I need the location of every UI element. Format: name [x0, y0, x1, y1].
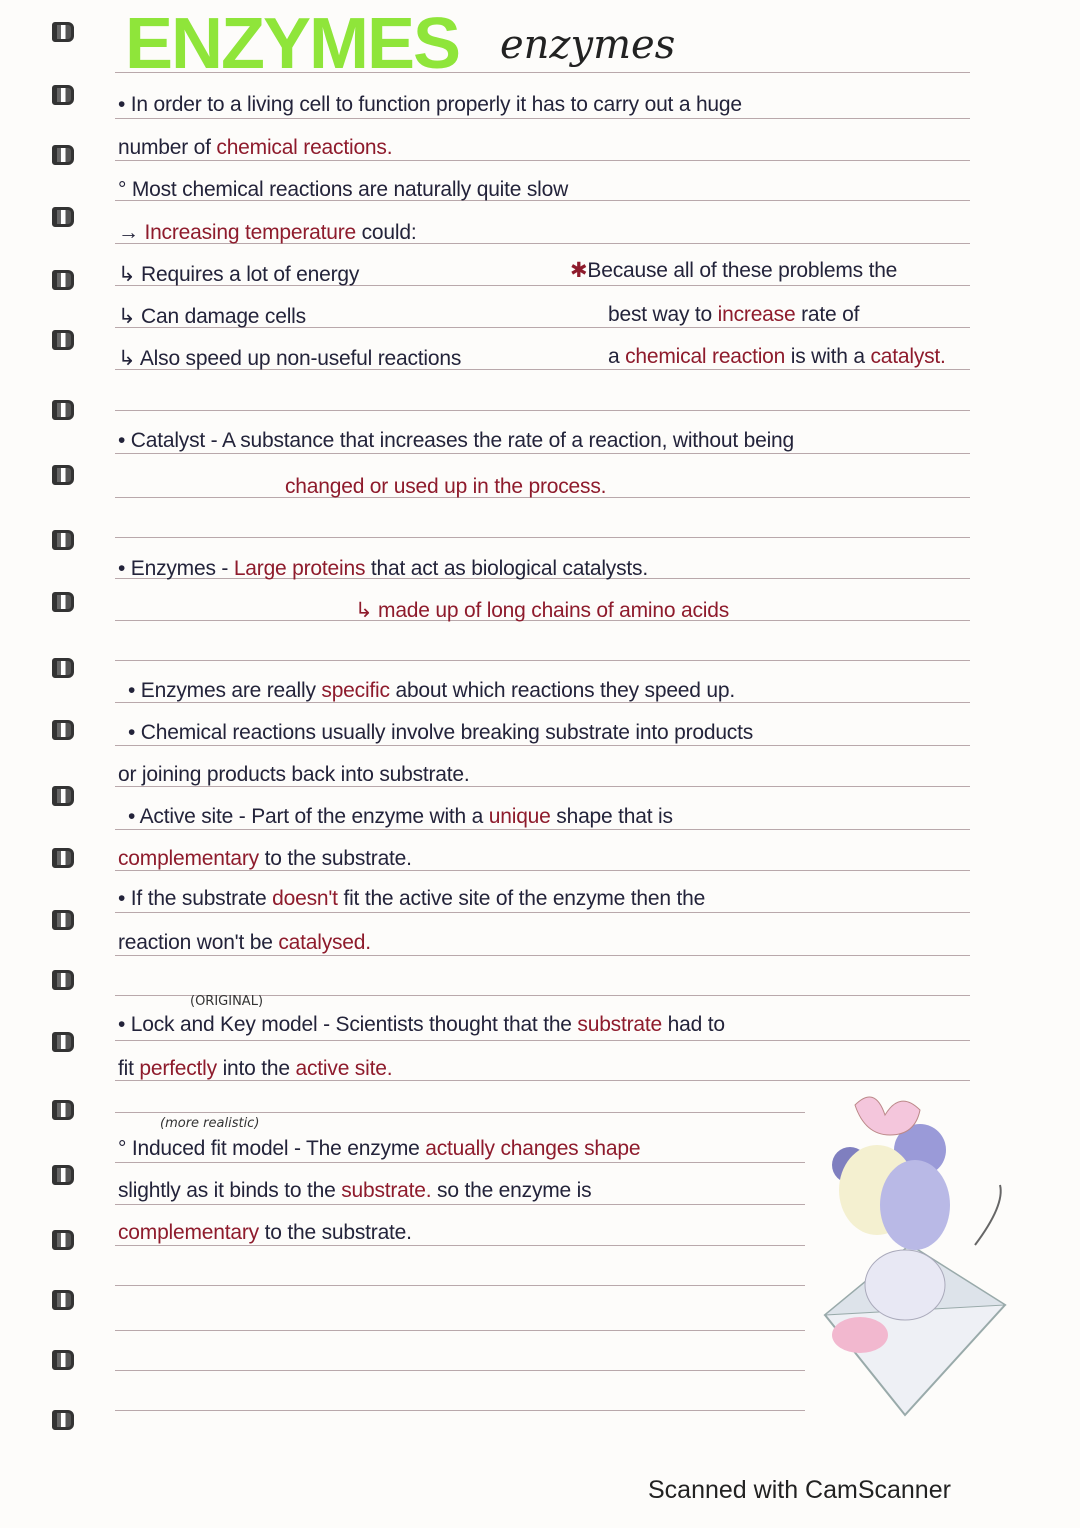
binder-ring-icon — [52, 465, 74, 485]
note-text: had to — [662, 1013, 725, 1036]
highlighted-term: complementary — [118, 847, 259, 870]
ruled-line — [115, 660, 970, 661]
highlighted-term: ↳ made up of long chains of amino acids — [355, 599, 730, 622]
highlighted-term: ✱ — [570, 259, 588, 282]
annotation-more-realistic: (more realistic) — [160, 1116, 260, 1131]
note-text: reaction won't be — [118, 931, 279, 954]
note-line — [118, 92, 742, 118]
scanner-watermark: Scanned with CamScanner — [648, 1476, 951, 1504]
note-text: ° Most chemical reactions are naturally quite slow — [118, 178, 569, 201]
binder-ring-icon — [52, 1350, 74, 1370]
note-text: • Active site - Part of the enzyme with a — [128, 805, 489, 828]
highlighted-term: increase — [717, 303, 796, 326]
note-text: • Enzymes - — [118, 557, 234, 580]
note-text: so the enzyme is — [431, 1179, 592, 1202]
note-text: slightly as it binds to the — [118, 1179, 342, 1202]
note-text: • If the substrate — [118, 887, 273, 910]
note-text: → — [118, 221, 145, 244]
highlighted-term: doesn't — [272, 887, 338, 910]
note-text: rate of — [795, 303, 860, 326]
note-line — [118, 1012, 725, 1038]
note-line — [118, 1220, 412, 1246]
binder-ring-icon — [52, 22, 74, 42]
ruled-line — [115, 1370, 805, 1371]
note-line — [118, 556, 648, 582]
note-text: is with a — [785, 345, 871, 368]
ruled-line — [115, 1330, 805, 1331]
binder-ring-icon — [52, 400, 74, 420]
note-text: or joining products back into substrate. — [118, 763, 470, 786]
highlighted-term: catalysed. — [278, 931, 371, 954]
note-line — [118, 428, 794, 454]
ruled-line — [115, 118, 970, 119]
highlighted-term: active site. — [295, 1057, 393, 1080]
note-line — [118, 1056, 392, 1082]
binder-ring-icon — [52, 910, 74, 930]
note-text: • Enzymes are really — [128, 679, 322, 702]
binder-ring-icon — [52, 530, 74, 550]
ruled-line — [115, 1040, 970, 1041]
note-text: shape that is — [550, 805, 673, 828]
highlighted-term: actually changes shape — [425, 1137, 641, 1160]
binder-ring-icon — [52, 1100, 74, 1120]
highlighted-term: Large proteins — [233, 557, 366, 580]
note-line — [118, 177, 568, 203]
ruled-line — [115, 1410, 805, 1411]
note-text: ↳ Can damage cells — [118, 305, 306, 328]
ruled-line — [115, 912, 970, 913]
ruled-line — [115, 1162, 805, 1163]
ruled-line — [115, 1112, 805, 1113]
binder-ring-icon — [52, 1410, 74, 1430]
annotation-original: (ORIGINAL) — [190, 994, 264, 1009]
title-script: enzymes — [500, 22, 676, 68]
highlighted-term: unique — [488, 805, 551, 828]
title-highlight: ENZYMES — [125, 4, 460, 84]
note-line — [128, 720, 753, 746]
note-text: ↳ Requires a lot of energy — [118, 263, 360, 286]
note-text: ↳ Also speed up non-useful reactions — [118, 347, 462, 370]
highlighted-term: complementary — [118, 1221, 259, 1244]
note-text: • Chemical reactions usually involve breaking substrate into products — [128, 721, 754, 744]
binder-ring-icon — [52, 1165, 74, 1185]
note-line — [608, 302, 859, 328]
note-text: to the substrate. — [258, 847, 412, 870]
note-line — [118, 1178, 591, 1204]
note-line — [118, 304, 306, 330]
binder-ring-icon — [52, 270, 74, 290]
ruled-line — [115, 1204, 805, 1205]
binder-ring-icon — [52, 658, 74, 678]
binder-ring-icon — [52, 1032, 74, 1052]
highlighted-term: specific — [321, 679, 390, 702]
note-text: could: — [356, 221, 417, 244]
note-text: fit — [118, 1057, 140, 1080]
ruled-line — [115, 410, 970, 411]
highlighted-term: substrate. — [341, 1179, 432, 1202]
note-text: ° Induced fit model - The enzyme — [118, 1137, 426, 1160]
note-text: best way to — [608, 303, 718, 326]
note-line — [285, 474, 606, 500]
binder-ring-icon — [52, 1290, 74, 1310]
binder-ring-icon — [52, 207, 74, 227]
note-text: that act as biological catalysts. — [365, 557, 648, 580]
binder-ring-icon — [52, 85, 74, 105]
note-line — [118, 846, 412, 872]
highlighted-term: chemical reactions. — [216, 136, 393, 159]
note-line — [128, 678, 735, 704]
highlighted-term: catalyst. — [870, 345, 946, 368]
note-line — [608, 344, 946, 370]
note-text: about which reactions they speed up. — [389, 679, 735, 702]
note-text: • Catalyst - A substance that increases the rate of a reaction, without being — [118, 429, 795, 452]
note-line — [118, 262, 359, 288]
highlighted-term: chemical reaction — [625, 345, 786, 368]
note-line — [355, 598, 729, 624]
ruled-line — [115, 537, 970, 538]
binder-ring-icon — [52, 330, 74, 350]
binder-ring-icon — [52, 592, 74, 612]
note-text: Because all of these problems the — [587, 259, 898, 282]
note-text: a — [608, 345, 626, 368]
note-line — [128, 804, 673, 830]
highlighted-term: changed or used up in the process. — [285, 475, 607, 498]
binder-ring-icon — [52, 1230, 74, 1250]
note-text: to the substrate. — [258, 1221, 412, 1244]
note-text: • In order to a living cell to function properly it has to carry out a huge — [118, 93, 742, 116]
note-line — [570, 258, 897, 284]
binder-ring-icon — [52, 970, 74, 990]
note-text: number of — [118, 136, 217, 159]
note-line — [118, 135, 392, 161]
note-text: fit the active site of the enzyme then the — [337, 887, 706, 910]
note-text: • Lock and Key model - Scientists thought that the — [118, 1013, 578, 1036]
binder-ring-icon — [52, 786, 74, 806]
binder-ring-icon — [52, 145, 74, 165]
binder-ring-icon — [52, 848, 74, 868]
note-line — [118, 930, 371, 956]
note-line — [118, 1136, 640, 1162]
binder-ring-icon — [52, 720, 74, 740]
minnie-mouse-sticker — [815, 1085, 1015, 1425]
note-line — [118, 886, 705, 912]
highlighted-term: substrate — [577, 1013, 663, 1036]
note-line — [118, 346, 461, 372]
highlighted-term: perfectly — [139, 1057, 217, 1080]
note-text: into the — [216, 1057, 296, 1080]
note-line — [118, 220, 416, 246]
note-line — [118, 762, 470, 788]
highlighted-term: Increasing temperature — [144, 221, 356, 244]
ruled-line — [115, 1285, 805, 1286]
